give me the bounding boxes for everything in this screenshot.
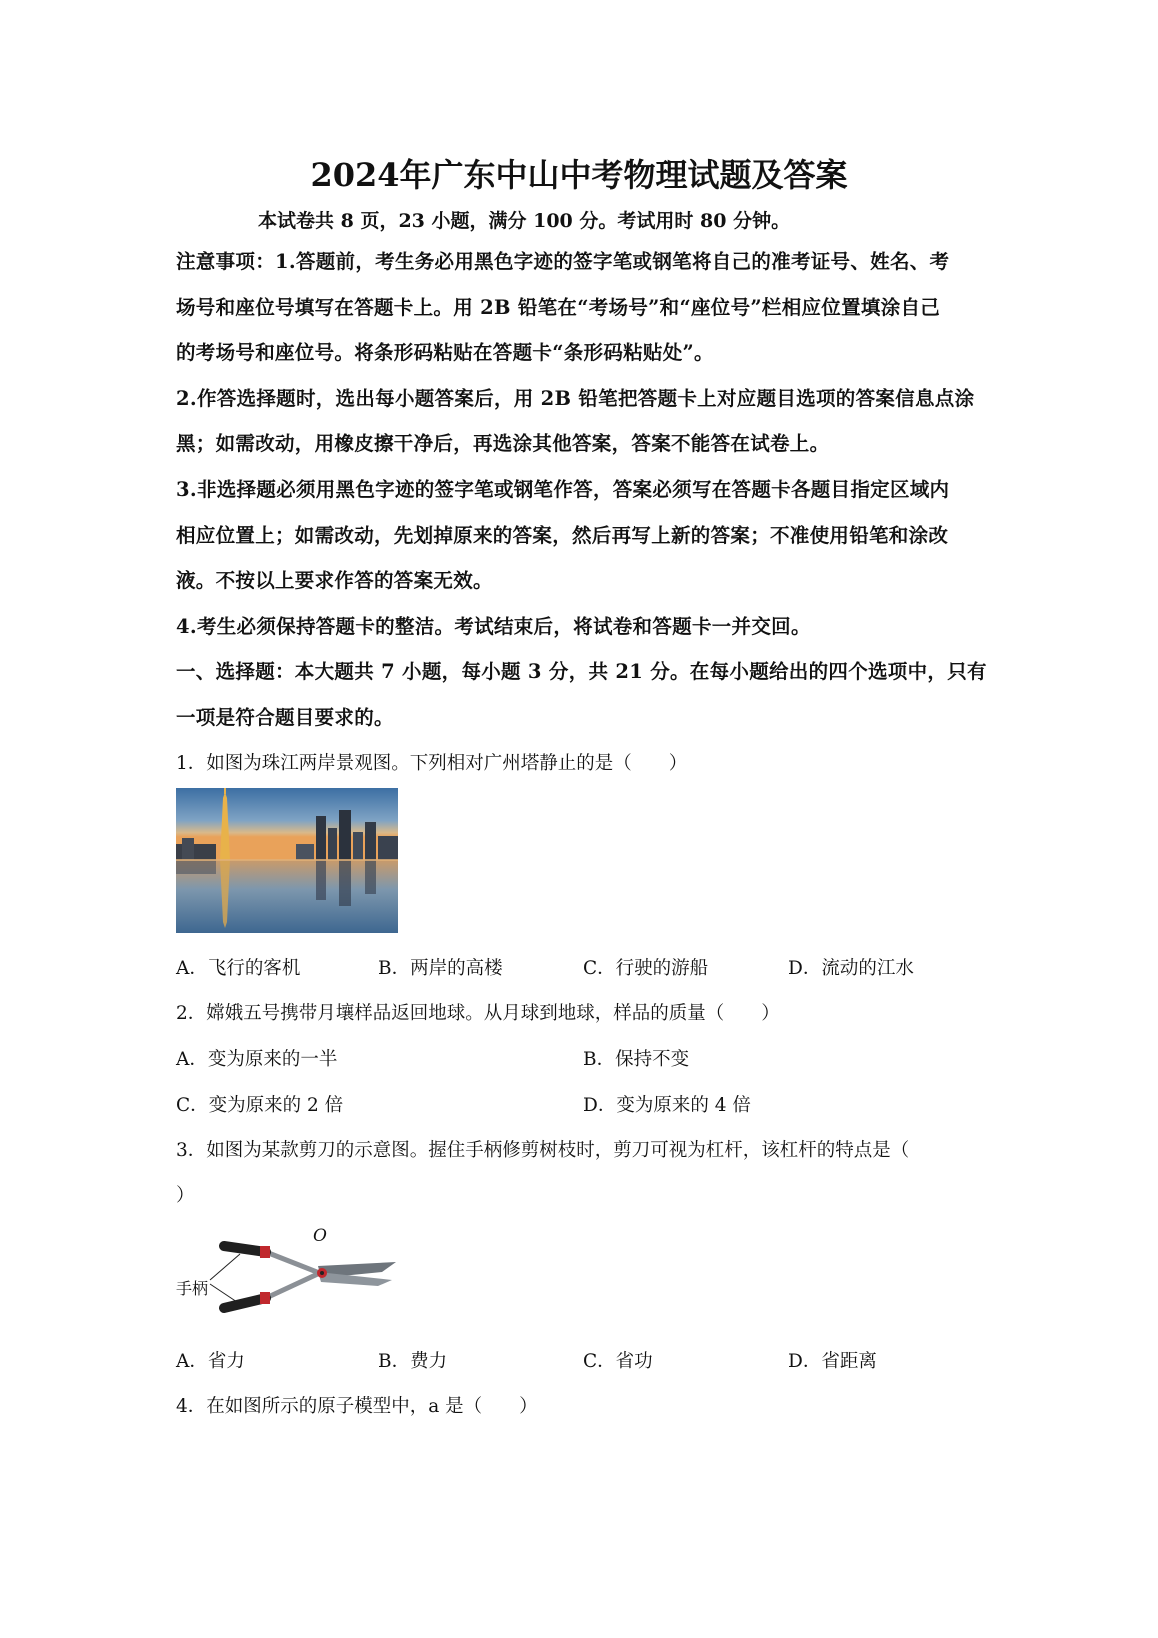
question-1-stem: 1．如图为珠江两岸景观图。下列相对广州塔静止的是（ ） xyxy=(176,753,688,774)
question-2-stem: 2．嫦娥五号携带月壤样品返回地球。从月球到地球，样品的质量（ ） xyxy=(176,1003,780,1024)
notes-line: 4.考生必须保持答题卡的整洁。考试结束后，将试卷和答题卡一并交回。 xyxy=(176,615,811,638)
notes-line: 液。不按以上要求作答的答案无效。 xyxy=(176,569,493,592)
question-1-option-d: D．流动的江水 xyxy=(788,958,914,979)
question-2-option-a: A．变为原来的一半 xyxy=(176,1049,338,1070)
notes-line: 3.非选择题必须用黑色字迹的签字笔或钢笔作答，答案必须写在答题卡各题目指定区域内 xyxy=(176,478,950,501)
question-3-option-a: A．省力 xyxy=(176,1351,245,1372)
question-3-stem-continued: ） xyxy=(176,1185,195,1206)
section-heading: 一项是符合题目要求的。 xyxy=(176,706,394,729)
notes-line: 相应位置上；如需改动，先划掉原来的答案，然后再写上新的答案；不准使用铅笔和涂改 xyxy=(176,524,949,547)
question-1-option-c: C．行驶的游船 xyxy=(583,958,709,979)
question-2-option-c: C．变为原来的 2 倍 xyxy=(176,1095,344,1116)
hedge-shears-diagram xyxy=(176,1228,404,1324)
notes-line: 注意事项：1.答题前，考生务必用黑色字迹的签字笔或钢笔将自己的准考证号、姓名、考 xyxy=(176,250,950,273)
question-4-stem: 4．在如图所示的原子模型中，a 是（ ） xyxy=(176,1396,538,1417)
notes-line: 2.作答选择题时，选出每小题答案后，用 2B 铅笔把答题卡上对应题目选项的答案信息点涂 xyxy=(176,387,975,410)
section-heading: 一、选择题：本大题共 7 小题，每小题 3 分，共 21 分。在每小题给出的四个选项中，只有 xyxy=(176,660,987,683)
notes-line: 黑；如需改动，用橡皮擦干净后，再选涂其他答案，答案不能答在试卷上。 xyxy=(176,432,830,455)
handle-label: 手柄 xyxy=(176,1281,209,1298)
pearl-river-skyline-photo xyxy=(176,788,398,933)
exam-meta: 本试卷共 8 页，23 小题，满分 100 分。考试用时 80 分钟。 xyxy=(258,210,791,232)
question-3-option-b: B．费力 xyxy=(378,1351,448,1372)
question-2-option-d: D．变为原来的 4 倍 xyxy=(583,1095,751,1116)
question-3-option-c: C．省功 xyxy=(583,1351,653,1372)
question-3-stem: 3．如图为某款剪刀的示意图。握住手柄修剪树枝时，剪刀可视为杠杆，该杠杆的特点是（ xyxy=(176,1140,910,1161)
question-1-option-a: A．飞行的客机 xyxy=(176,958,301,979)
question-1-option-b: B．两岸的高楼 xyxy=(378,958,503,979)
page-title: 2024年广东中山中考物理试题及答案 xyxy=(310,156,848,194)
question-2-option-b: B．保持不变 xyxy=(583,1049,690,1070)
notes-line: 的考场号和座位号。将条形码粘贴在答题卡“条形码粘贴处”。 xyxy=(176,341,714,364)
pivot-label: O xyxy=(313,1226,327,1246)
notes-line: 场号和座位号填写在答题卡上。用 2B 铅笔在“考场号”和“座位号”栏相应位置填涂自己 xyxy=(176,296,941,319)
question-3-option-d: D．省距离 xyxy=(788,1351,877,1372)
